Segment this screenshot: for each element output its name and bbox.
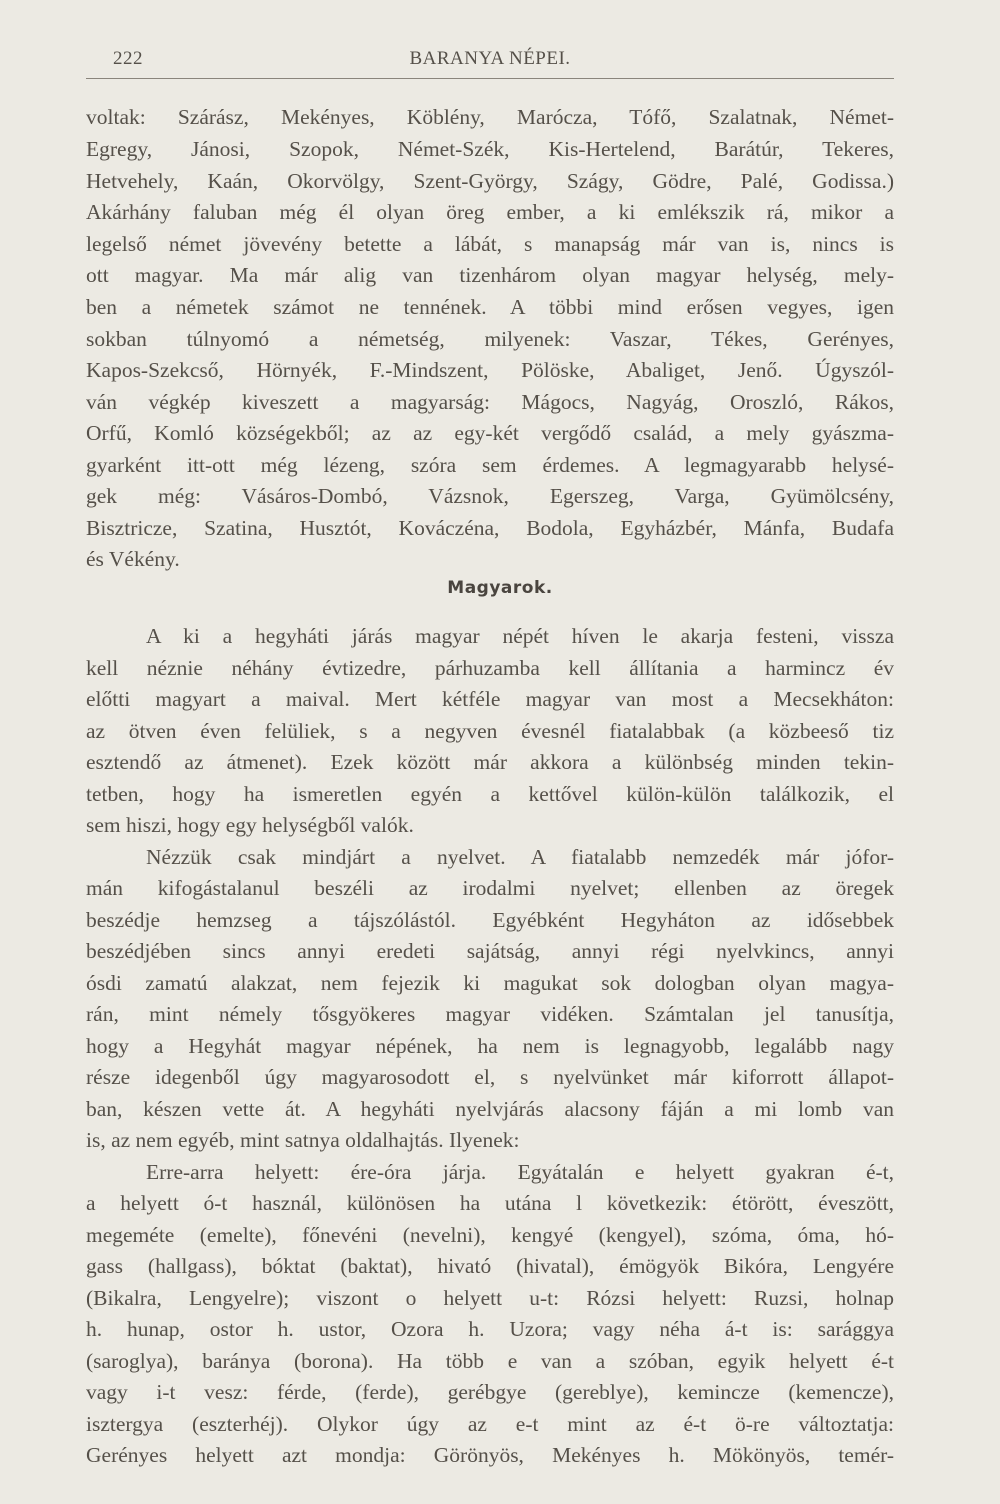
text-line: h. hunap, ostor h. ustor, Ozora h. Uzora; vagy néha á-t is: sarággya <box>86 1317 894 1341</box>
text-line: legelső német jövevény betette a lábát, s manapság már van is, nincs is <box>86 232 894 256</box>
text-line: A ki a hegyháti járás magyar népét híven le akarja festeni, vissza <box>146 624 894 648</box>
text-line: megeméte (emelte), főnevéni (nevelni), kengyé (kengyel), szóma, óma, hó- <box>86 1223 894 1247</box>
section-heading: Magyarok. <box>447 578 553 598</box>
text-line: Nézzük csak mindjárt a nyelvet. A fiatalabb nemzedék már jófor- <box>146 845 894 869</box>
text-line: az ötven éven felüliek, s a negyven évesnél fiatalabbak (a közbeeső tiz <box>86 719 894 743</box>
text-line: és Vékény. <box>86 547 180 571</box>
text-line: isztergya (eszterhéj). Olykor úgy az e-t mint az é-t ö-re változtatja: <box>86 1412 894 1436</box>
text-line: esztendő az átmenet). Ezek között már akkora a különbség minden tekin- <box>86 750 894 774</box>
text-line: Erre-arra helyett: ére-óra járja. Egyátalán e helyett gyakran é-t, <box>146 1160 894 1184</box>
text-line: mán kifogástalanul beszéli az irodalmi nyelvet; ellenben az öregek <box>86 876 894 900</box>
text-line: gek még: Vásáros-Dombó, Vázsnok, Egerszeg, Varga, Gyümölcsény, <box>86 484 894 508</box>
text-line: (saroglya), baránya (borona). Ha több e van a szóban, egyik helyett é-t <box>86 1349 894 1373</box>
text-line: is, az nem egyéb, mint satnya oldalhajtás. Ilyenek: <box>86 1128 520 1152</box>
text-line: tetben, hogy ha ismeretlen egyén a kettővel külön-külön találkozik, el <box>86 782 894 806</box>
text-line: sem hiszi, hogy egy helységből valók. <box>86 813 414 837</box>
text-line: sokban túlnyomó a németség, milyenek: Vaszar, Tékes, Gerényes, <box>86 327 894 351</box>
text-line: része idegenből úgy magyarosodott el, s nyelvünket már kiforrott állapot- <box>86 1065 894 1089</box>
text-line: hogy a Hegyhát magyar népének, ha nem is legnagyobb, legalább nagy <box>86 1034 894 1058</box>
text-line: Orfű, Komló községekből; az az egy-két vergődő család, a mely gyászma- <box>86 421 894 445</box>
text-line: Kapos-Szekcső, Hörnyék, F.-Mindszent, Pölöske, Abaliget, Jenő. Úgyszól- <box>86 358 894 382</box>
text-line: Egregy, Jánosi, Szopok, Német-Szék, Kis-Hertelend, Barátúr, Tekeres, <box>86 137 894 161</box>
page-header <box>86 44 894 79</box>
page-number: 222 <box>113 48 143 69</box>
text-line: előtti magyart a maival. Mert kétféle magyar van most a Mecsekháton: <box>86 687 894 711</box>
text-line: Akárhány faluban még él olyan öreg ember, a ki emlékszik rá, mikor a <box>86 200 894 224</box>
text-line: Hetvehely, Kaán, Okorvölgy, Szent-György, Szágy, Gödre, Palé, Godissa.) <box>86 169 894 193</box>
text-line: voltak: Szárász, Mekényes, Köblény, Marócza, Tófő, Szalatnak, Német- <box>86 105 894 129</box>
text-line: vagy i-t vesz: férde, (ferde), gerébgye (gereblye), keminczе (kemencze), <box>86 1380 894 1404</box>
text-line: beszédjében sincs annyi eredeti sajátság, annyi régi nyelvkincs, annyi <box>86 939 894 963</box>
text-line: ósdi zamatú alakzat, nem fejezik ki magukat sok dologban olyan magya- <box>86 971 894 995</box>
running-title: BARANYA NÉPEI. <box>409 48 571 69</box>
text-line: (Bikalra, Lengyelre); viszont o helyett u-t: Rózsi helyett: Ruzsi, holnap <box>86 1286 894 1310</box>
text-line: ban, készen vette át. A hegyháti nyelvjárás alacsony fáján a mi lomb van <box>86 1097 894 1121</box>
text-line: a helyett ó-t használ, különösen ha utána l következik: étörött, éveszött, <box>86 1191 894 1215</box>
text-line: ván végkép kiveszett a magyarság: Mágocs, Nagyág, Oroszló, Rákos, <box>86 390 894 414</box>
text-line: ben a németek számot ne tennének. A többi mind erősen vegyes, igen <box>86 295 894 319</box>
text-line: gyarként itt-ott még lézeng, szóra sem érdemes. A legmagyarabb helysé- <box>86 453 894 477</box>
text-line: gass (hallgass), bóktat (baktat), hivató (hivatal), émögyök Bikóra, Lengyére <box>86 1254 894 1278</box>
text-line: Bisztricze, Szatina, Husztót, Kováczéna, Bodola, Egyházbér, Mánfa, Budafa <box>86 516 894 540</box>
text-line: kell néznie néhány évtizedre, párhuzamba kell állítania a harmincz év <box>86 656 894 680</box>
text-line: rán, mint némely tősgyökeres magyar vidéken. Számtalan jel tanusítja, <box>86 1002 894 1026</box>
text-line: ott magyar. Ma már alig van tizenhárom olyan magyar helység, mely- <box>86 263 894 287</box>
text-line: Gerényes helyett azt mondja: Görönyös, Mekényes h. Mökönyös, temér- <box>86 1443 894 1467</box>
text-line: beszédje hemzseg a tájszólástól. Egyébként Hegyháton az idősebbek <box>86 908 894 932</box>
